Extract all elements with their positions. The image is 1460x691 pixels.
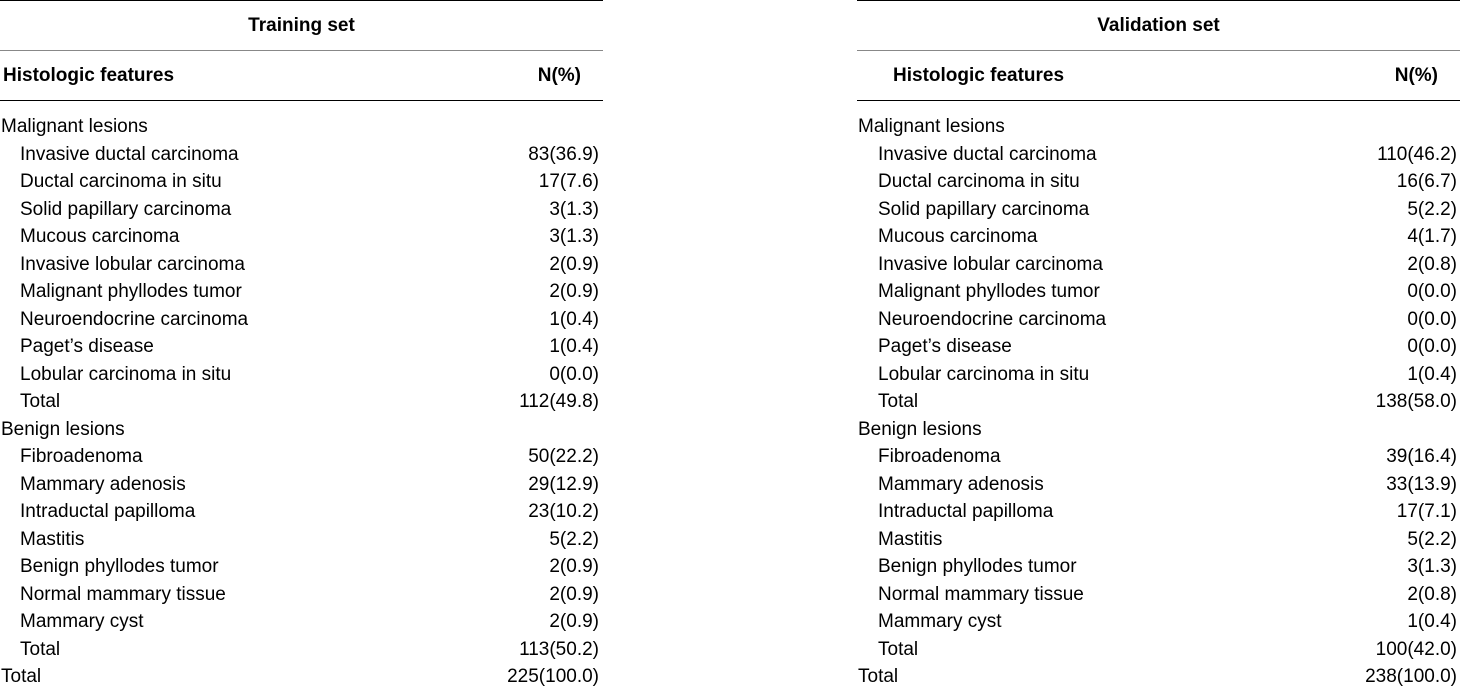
table-row: [0, 581, 603, 609]
row-value: 238(100.0): [1365, 666, 1457, 687]
row-value: 5(2.2): [1407, 198, 1457, 220]
title-rule: [857, 50, 1460, 51]
row-label: Neuroendocrine carcinoma: [20, 308, 249, 330]
row-label: Ductal carcinoma in situ: [878, 171, 1080, 192]
table-row: [0, 498, 603, 526]
table-body: [0, 113, 603, 691]
validation-set-title: Validation set: [1097, 15, 1220, 36]
table-row: [857, 361, 1460, 389]
top-rule: [857, 0, 1460, 1]
table-row: [0, 306, 603, 334]
table-row: [857, 333, 1460, 361]
header-rule: [0, 100, 603, 101]
row-label: Invasive ductal carcinoma: [878, 143, 1097, 165]
row-label: Normal mammary tissue: [878, 583, 1084, 605]
row-value: 1(0.4): [549, 308, 599, 330]
row-label: Mammary cyst: [878, 611, 1002, 632]
n-percent-header: N(%): [537, 65, 581, 86]
row-label: Malignant lesions: [858, 116, 1005, 137]
table-row: [857, 388, 1460, 416]
row-label: Fibroadenoma: [20, 446, 143, 467]
row-value: 2(0.9): [549, 253, 599, 275]
table-row: [0, 141, 603, 169]
row-value: 17(7.1): [1396, 501, 1457, 522]
row-label: Mucous carcinoma: [20, 226, 180, 247]
table-row: [0, 278, 603, 306]
row-value: 110(46.2): [1377, 143, 1457, 165]
row-label: Benign lesions: [858, 418, 982, 440]
row-label: Normal mammary tissue: [20, 583, 226, 605]
row-label: Paget’s disease: [20, 336, 154, 357]
table-row: [0, 443, 603, 471]
row-label: Mammary adenosis: [878, 473, 1044, 495]
title-rule: [0, 50, 603, 51]
table-row: [857, 526, 1460, 554]
row-value: 2(0.9): [549, 556, 599, 577]
row-label: Lobular carcinoma in situ: [20, 363, 232, 385]
row-value: 1(0.4): [1407, 363, 1457, 385]
row-value: 4(1.7): [1407, 226, 1457, 247]
row-value: 0(0.0): [1407, 336, 1457, 357]
table-row: [857, 113, 1460, 141]
table-row: [857, 553, 1460, 581]
table-row: [0, 361, 603, 389]
n-percent-header: N(%): [1394, 65, 1438, 86]
table-row: [0, 608, 603, 636]
row-label: Total: [1, 666, 42, 687]
row-value: 23(10.2): [528, 501, 599, 522]
row-value: 5(2.2): [549, 528, 599, 550]
table-row: [857, 251, 1460, 279]
row-value: 0(0.0): [1407, 308, 1457, 330]
row-value: 225(100.0): [507, 666, 599, 687]
row-label: Intraductal papilloma: [878, 501, 1054, 522]
row-label: Total: [878, 391, 919, 412]
table-row: [857, 141, 1460, 169]
row-label: Intraductal papilloma: [20, 501, 196, 522]
row-label: Neuroendocrine carcinoma: [878, 308, 1107, 330]
table-row: [0, 416, 603, 444]
row-label: Mammary adenosis: [20, 473, 186, 495]
row-label: Invasive ductal carcinoma: [20, 143, 239, 165]
table-row: [0, 388, 603, 416]
row-value: 33(13.9): [1386, 473, 1457, 495]
table-row: [857, 196, 1460, 224]
table-row: [857, 306, 1460, 334]
row-value: 29(12.9): [528, 473, 599, 495]
row-label: Invasive lobular carcinoma: [20, 253, 245, 275]
table-row: [857, 608, 1460, 636]
row-label: Malignant lesions: [1, 116, 148, 137]
row-value: 16(6.7): [1396, 171, 1457, 192]
row-label: Total: [858, 666, 899, 687]
table-row: [0, 168, 603, 196]
row-value: 2(0.9): [549, 611, 599, 632]
training-set-title: Training set: [248, 15, 355, 36]
table-row: [857, 498, 1460, 526]
table-row: [857, 443, 1460, 471]
row-label: Benign lesions: [1, 418, 125, 440]
row-value: 2(0.8): [1407, 253, 1457, 275]
histologic-features-header: Histologic features: [893, 65, 1065, 86]
row-value: 138(58.0): [1375, 391, 1457, 412]
table-row: [857, 663, 1460, 691]
table-row: [0, 196, 603, 224]
table-row: [0, 251, 603, 279]
row-label: Total: [878, 638, 919, 660]
table-row: [0, 636, 603, 664]
top-rule: [0, 0, 603, 1]
row-label: Total: [20, 638, 61, 660]
row-label: Fibroadenoma: [878, 446, 1001, 467]
table-body: [857, 113, 1460, 691]
row-value: 50(22.2): [528, 446, 599, 467]
row-label: Malignant phyllodes tumor: [20, 281, 242, 302]
row-value: 1(0.4): [549, 336, 599, 357]
table-row: [857, 168, 1460, 196]
row-label: Benign phyllodes tumor: [878, 556, 1077, 577]
row-value: 3(1.3): [1407, 556, 1457, 577]
row-value: 113(50.2): [519, 638, 599, 660]
row-label: Lobular carcinoma in situ: [878, 363, 1090, 385]
row-value: 1(0.4): [1407, 611, 1457, 632]
row-label: Malignant phyllodes tumor: [878, 281, 1100, 302]
table-row: [857, 223, 1460, 251]
table-row: [857, 278, 1460, 306]
row-value: 17(7.6): [538, 171, 599, 192]
table-row: [0, 663, 603, 691]
table-row: [857, 581, 1460, 609]
row-value: 2(0.8): [1407, 583, 1457, 605]
row-value: 2(0.9): [549, 281, 599, 302]
row-value: 83(36.9): [528, 143, 599, 165]
row-label: Mastitis: [20, 528, 85, 550]
row-label: Invasive lobular carcinoma: [878, 253, 1103, 275]
table-row: [0, 223, 603, 251]
table-row: [0, 471, 603, 499]
table-row: [857, 471, 1460, 499]
table-row: [0, 526, 603, 554]
row-value: 5(2.2): [1407, 528, 1457, 550]
table-row: [857, 636, 1460, 664]
row-value: 2(0.9): [549, 583, 599, 605]
header-rule: [857, 100, 1460, 101]
row-value: 0(0.0): [1407, 281, 1457, 302]
histologic-features-header: Histologic features: [3, 65, 175, 86]
table-row: [0, 553, 603, 581]
row-value: 39(16.4): [1386, 446, 1457, 467]
row-value: 3(1.3): [549, 198, 599, 220]
row-label: Paget’s disease: [878, 336, 1012, 357]
row-value: 3(1.3): [549, 226, 599, 247]
row-label: Ductal carcinoma in situ: [20, 171, 222, 192]
row-value: 0(0.0): [549, 363, 599, 385]
table-row: [0, 113, 603, 141]
row-label: Mucous carcinoma: [878, 226, 1038, 247]
row-label: Mammary cyst: [20, 611, 144, 632]
row-label: Solid papillary carcinoma: [20, 198, 232, 220]
row-label: Mastitis: [878, 528, 943, 550]
row-value: 112(49.8): [519, 391, 599, 412]
row-label: Benign phyllodes tumor: [20, 556, 219, 577]
row-label: Total: [20, 391, 61, 412]
table-row: [857, 416, 1460, 444]
table-row: [0, 333, 603, 361]
row-value: 100(42.0): [1375, 638, 1457, 660]
row-label: Solid papillary carcinoma: [878, 198, 1090, 220]
